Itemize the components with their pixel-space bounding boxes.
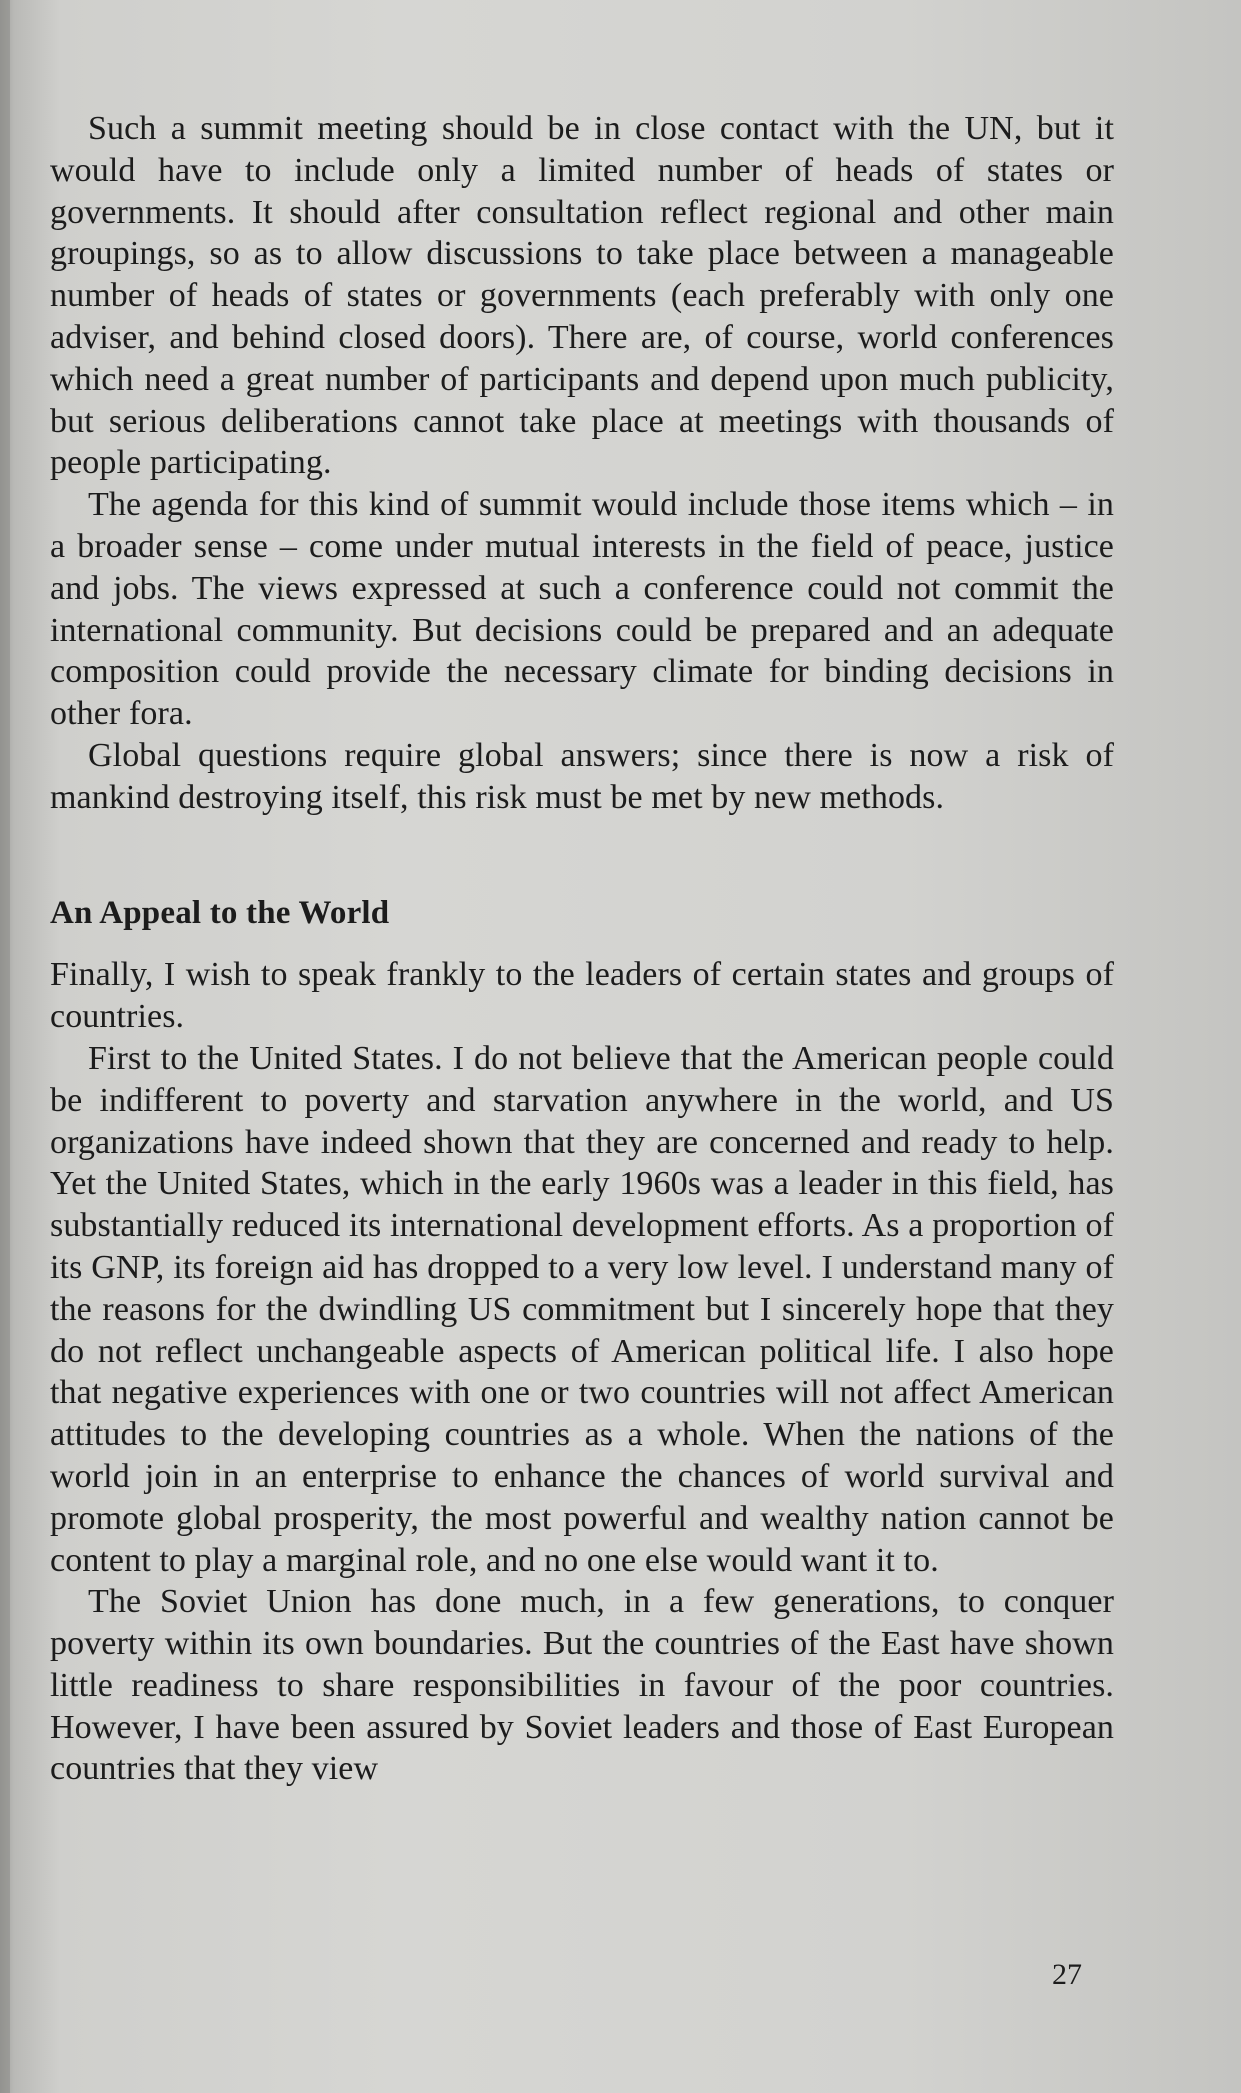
paragraph-summit-agenda: The agenda for this kind of summit would include those items which – in a broader sense – come under mutual interests in the field of peace, justice and jobs. The views expressed at such a conference could not commit the international community. But decisions could be prepared and an adequate composition could provide the necessary climate for binding decisions in other fora.	[50, 486, 1114, 733]
paragraph-global-questions: Global questions require global answers; since there is now a risk of mankind destroying itself, this risk must be met by new methods.	[50, 736, 1114, 816]
page-number: 27	[1052, 1958, 1082, 1991]
paragraph-soviet-union: The Soviet Union has done much, in a few generations, to conquer poverty within its own boundaries. But the countries of the East have shown little readiness to share responsibilities in favour of the poor countries. However, I have been assured by Soviet leaders and those of East European countries that they view	[50, 1583, 1114, 1788]
paragraph-summit-meeting: Such a summit meeting should be in close contact with the UN, but it would have to include only a limited number of heads of states or governments. It should after consultation reflect regional and other main groupings, so as to allow discussions to take place between a manageable number of heads of states or governments (each preferably with only one adviser, and behind closed doors). There are, of course, world conferences which need a great number of participants and depend upon much publicity, but serious deliberations cannot take place at meetings with thousands of people participating.	[50, 110, 1114, 482]
section-heading: An Appeal to the World	[50, 894, 390, 931]
page-body	[50, 108, 1114, 1790]
paragraph-appeal-intro: Finally, I wish to speak frankly to the leaders of certain states and groups of countries.	[50, 956, 1114, 1036]
paragraph-united-states: First to the United States. I do not believe that the American people could be indifferent to poverty and starvation anywhere in the world, and US organizations have indeed shown that they are concerned and ready to help. Yet the United States, which in the early 1960s was a leader in this field, has substantially reduced its international development efforts. As a proportion of its GNP, its foreign aid has dropped to a very low level. I understand many of the reasons for the dwindling US commitment but I sincerely hope that they do not reflect unchangeable aspects of American political life. I also hope that negative experiences with one or two countries will not affect American attitudes to the developing countries as a whole. When the nations of the world join in an enterprise to enhance the chances of world survival and promote global prosperity, the most powerful and wealthy nation cannot be content to play a marginal role, and no one else would want it to.	[50, 1039, 1114, 1579]
